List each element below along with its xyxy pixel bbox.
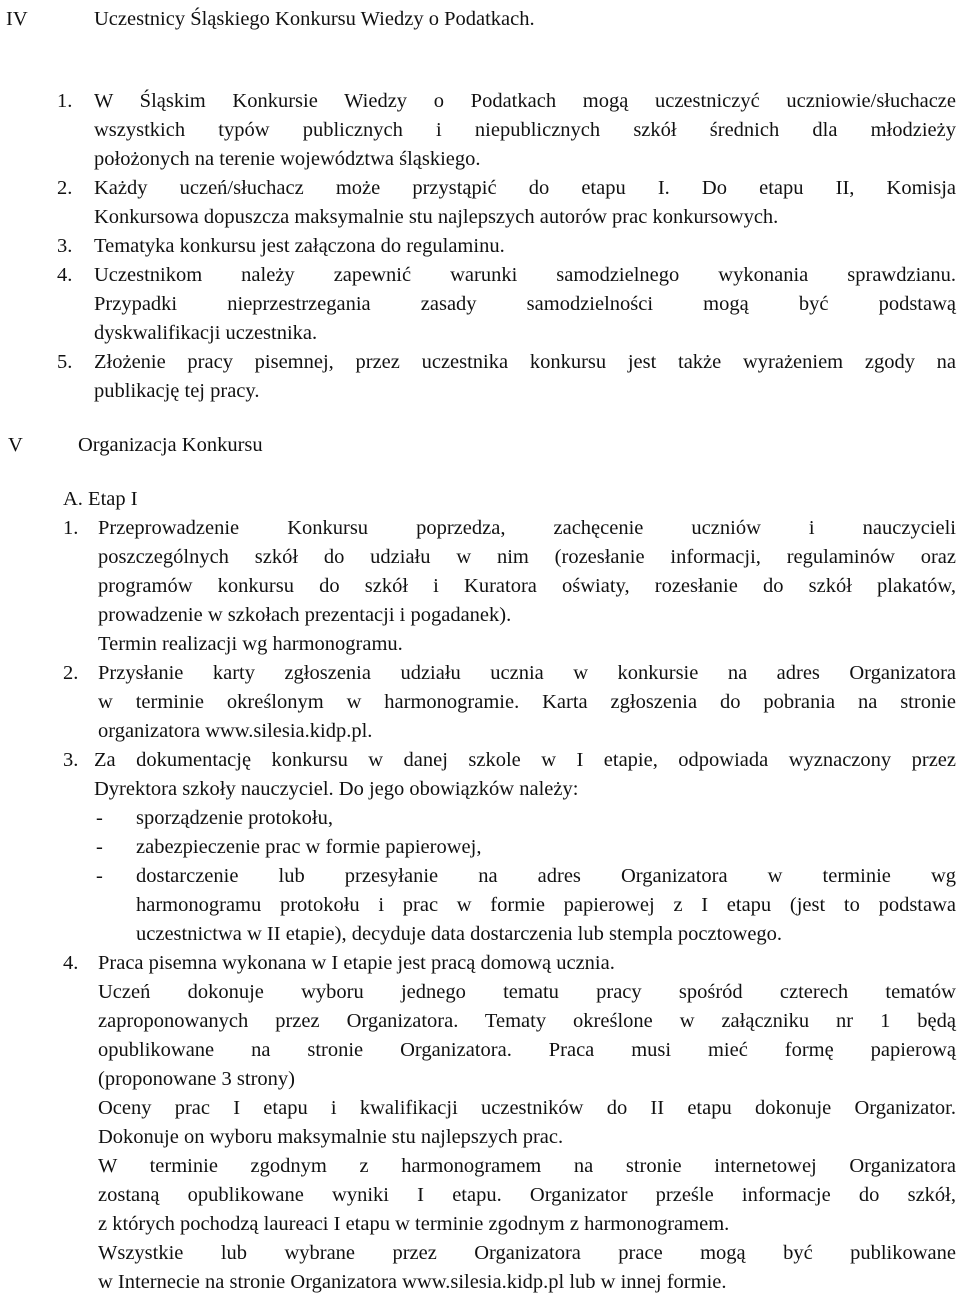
duty-line: uczestnictwa w II etapie), decyduje data dostarczenia lub stempla pocztowego. bbox=[136, 923, 783, 945]
paragraph-line: organizatora www.silesia.kidp.pl. bbox=[98, 720, 373, 742]
list-item-number: 5. bbox=[57, 351, 73, 373]
paragraph-line: Oceny prac I etapu i kwalifikacji uczestników do II etapu dokonuje Organizator. bbox=[98, 1097, 956, 1119]
paragraph-line: położonych na terenie województwa śląskiego. bbox=[94, 148, 481, 170]
paragraph-line: Przypadki nieprzestrzegania zasady samodzielności mogą być podstawą bbox=[94, 293, 956, 315]
paragraph-line: Uczeń dokonuje wyboru jednego tematu pracy spośród czterech tematów bbox=[98, 981, 956, 1003]
paragraph-line: prowadzenie w szkołach prezentacji i pogadanek). bbox=[98, 604, 512, 626]
section-5-title: Organizacja Konkursu bbox=[78, 434, 263, 456]
paragraph-line: Za dokumentację konkursu w danej szkole w I etapie, odpowiada wyznaczony przez bbox=[94, 749, 956, 771]
paragraph-line: opublikowane na stronie Organizatora. Praca musi mieć formę papierową bbox=[98, 1039, 956, 1061]
paragraph-line: Przysłanie karty zgłoszenia udziału ucznia w konkursie na adres Organizatora bbox=[98, 662, 956, 684]
duty-line: dostarczenie lub przesyłanie na adres Organizatora w terminie wg bbox=[136, 865, 956, 887]
paragraph-line: W Śląskim Konkursie Wiedzy o Podatkach mogą uczestniczyć uczniowie/słuchacze bbox=[94, 90, 956, 112]
list-item-number: 3. bbox=[63, 749, 79, 771]
list-item-number: 1. bbox=[57, 90, 73, 112]
section-4-number: IV bbox=[6, 8, 28, 30]
paragraph-line: programów konkursu do szkół i Kuratora oświaty, rozesłanie do szkół plakatów, bbox=[98, 575, 956, 597]
paragraph-line: Tematyka konkursu jest załączona do regulaminu. bbox=[94, 235, 505, 257]
list-item-number: 2. bbox=[63, 662, 79, 684]
paragraph-line: zaproponowanych przez Organizatora. Tematy określone w załączniku nr 1 będą bbox=[98, 1010, 956, 1032]
duty-line: zabezpieczenie prac w formie papierowej, bbox=[136, 836, 482, 858]
list-item-number: 2. bbox=[57, 177, 73, 199]
paragraph-line: Złożenie pracy pisemnej, przez uczestnika konkursu jest także wyrażeniem zgody na bbox=[94, 351, 956, 373]
paragraph-line: z których pochodzą laureaci I etapu w terminie zgodnym z harmonogramem. bbox=[98, 1213, 730, 1235]
paragraph-line: zostaną opublikowane wyniki I etapu. Organizator prześle informacje do szkół, bbox=[98, 1184, 956, 1206]
paragraph-line: Praca pisemna wykonana w I etapie jest pracą domową ucznia. bbox=[98, 952, 615, 974]
paragraph-line: Dyrektora szkoły nauczyciel. Do jego obowiązków należy: bbox=[94, 778, 579, 800]
paragraph-line: Wszystkie lub wybrane przez Organizatora prace mogą być publikowane bbox=[98, 1242, 956, 1264]
list-item-number: 1. bbox=[63, 517, 79, 539]
paragraph-line: Każdy uczeń/słuchacz może przystąpić do etapu I. Do etapu II, Komisja bbox=[94, 177, 956, 199]
duty-line: sporządzenie protokołu, bbox=[136, 807, 333, 829]
paragraph-line: Przeprowadzenie Konkursu poprzedza, zachęcenie uczniów i nauczycieli bbox=[98, 517, 956, 539]
paragraph-line: w Internecie na stronie Organizatora www.silesia.kidp.pl lub w innej formie. bbox=[98, 1271, 727, 1293]
paragraph-line: W terminie zgodnym z harmonogramem na stronie internetowej Organizatora bbox=[98, 1155, 956, 1177]
paragraph-line: Dokonuje on wyboru maksymalnie stu najlepszych prac. bbox=[98, 1126, 564, 1148]
list-item-number: 4. bbox=[63, 952, 79, 974]
section-5-number: V bbox=[8, 434, 23, 456]
section-4-title: Uczestnicy Śląskiego Konkursu Wiedzy o Podatkach. bbox=[94, 8, 535, 30]
paragraph-line: w terminie określonym w harmonogramie. Karta zgłoszenia do pobrania na stronie bbox=[98, 691, 956, 713]
paragraph-line: poszczególnych szkół do udziału w nim (rozesłanie informacji, regulaminów oraz bbox=[98, 546, 956, 568]
paragraph-line: wszystkich typów publicznych i niepublicznych szkół średnich dla młodzieży bbox=[94, 119, 956, 141]
paragraph-line: Konkursowa dopuszcza maksymalnie stu najlepszych autorów prac konkursowych. bbox=[94, 206, 779, 228]
list-dash: - bbox=[96, 836, 103, 858]
paragraph-line: Uczestnikom należy zapewnić warunki samodzielnego wykonania sprawdzianu. bbox=[94, 264, 956, 286]
list-item-number: 3. bbox=[57, 235, 73, 257]
paragraph-line: dyskwalifikacji uczestnika. bbox=[94, 322, 318, 344]
subsection-heading: A. Etap I bbox=[63, 488, 138, 510]
list-dash: - bbox=[96, 865, 103, 887]
paragraph-line: Termin realizacji wg harmonogramu. bbox=[98, 633, 403, 655]
duty-line: harmonogramu protokołu i prac w formie papierowej z I etapu (jest to podstawa bbox=[136, 894, 956, 916]
list-dash: - bbox=[96, 807, 103, 829]
paragraph-line: publikację tej pracy. bbox=[94, 380, 260, 402]
list-item-number: 4. bbox=[57, 264, 73, 286]
paragraph-line: (proponowane 3 strony) bbox=[98, 1068, 295, 1090]
